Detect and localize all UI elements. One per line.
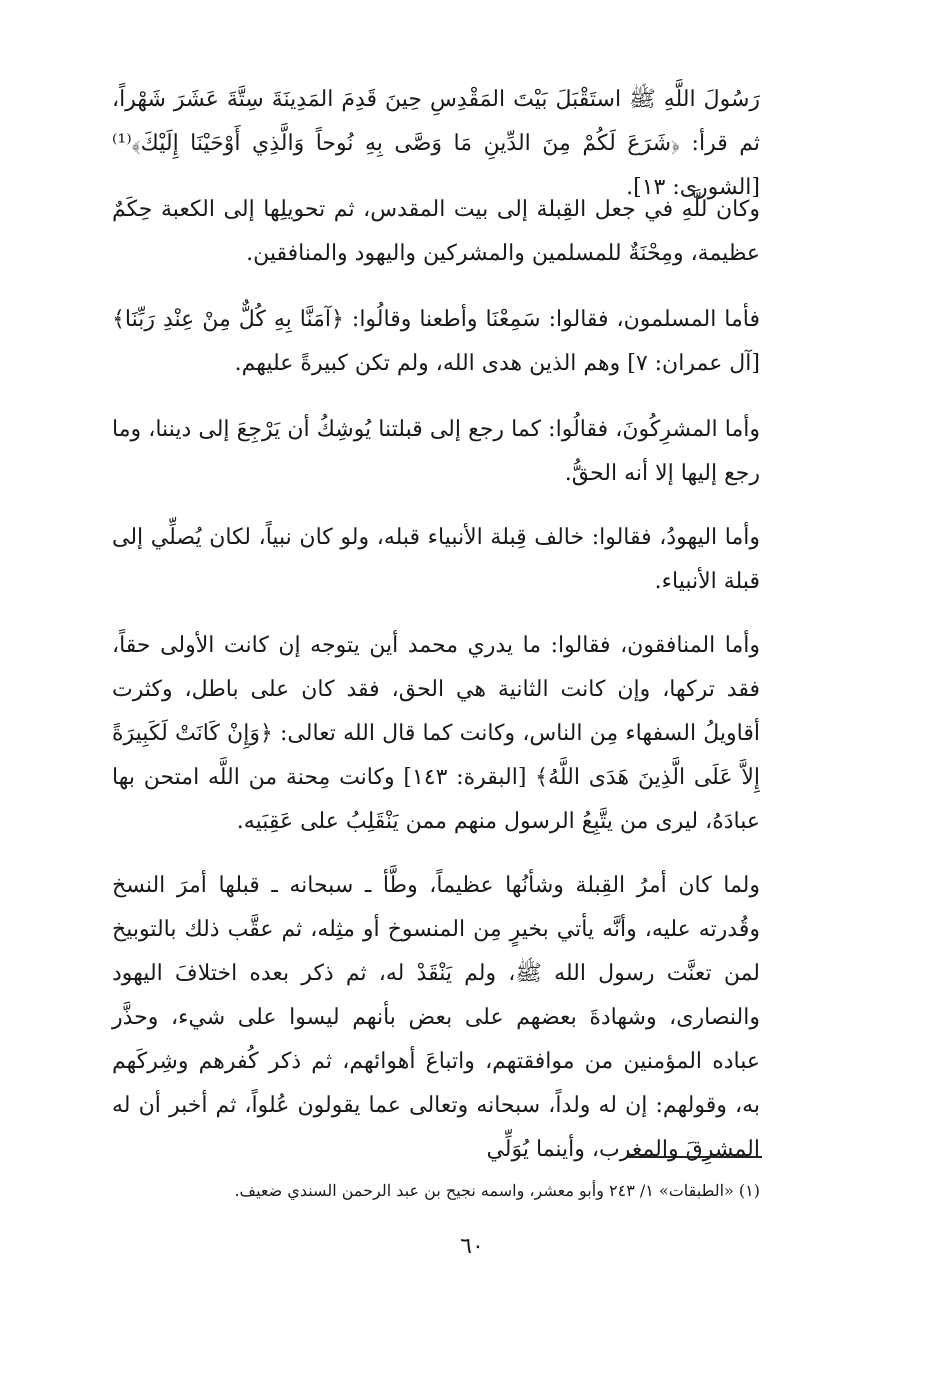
page-number: ٦٠ <box>460 1234 484 1259</box>
paragraph-text: وأما المشرِكُونَ، فقالُوا: كما رجع إلى قبلتنا يُوشِكُ أن يَرْجِعَ إلى ديننا، وما رجع إليها إلا أنه الحقُّ. <box>112 417 760 486</box>
paragraph-2 <box>112 188 760 276</box>
paragraph-5 <box>112 516 760 604</box>
paragraph-4 <box>112 408 760 496</box>
paragraph-text: رَسُولَ اللَّهِ ﷺ استَقْبَلَ بَيْتَ المَقْدِسِ حِينَ قَدِمَ المَدِينَةَ سِتَّةَ عَشَرَ شَهْراً، ثم قرأ: ﴿شَرَعَ لَكُمْ مِنَ الدِّينِ مَا وَصَّى بِهِ نُوحاً وَالَّذِي أَوْحَيْنَا إِلَيْكَ﴾⁽¹⁾ [الشورى: ١٣]. <box>112 87 760 200</box>
paragraph-6 <box>112 624 760 844</box>
paragraph-text: فأما المسلمون، فقالوا: سَمِعْنَا وأطعنا وقالُوا: ﴿آمَنَّا بِهِ كُلٌّ مِنْ عِنْدِ رَبِّنَا﴾ [آل عمران: ٧] وهم الذين هدى الله، ولم تكن كبيرةً عليهم. <box>112 307 760 376</box>
paragraph-text: ولما كان أمرُ القِبلة وشأنُها عظيماً، وطَّأ ـ سبحانه ـ قبلها أمرَ النسخ وقُدرته عليه، وأنَّه يأتي بخيرٍ مِن المنسوخ أو مثِله، ثم عقَّب ذلك بالتوبيخ لمن تعنَّت رسول الله ﷺ، ولم يَنْقَدْ له، ثم ذكر بعده اختلافَ اليهود والنصارى، وشهادةَ بعضهم على بعض بأنهم ليسوا على شيء، وحذَّر عباده المؤمنين من موافقتهم، واتباعَ أهوائهم، ثم ذكر كُفرهم وشِركَهم به، وقولهم: إن له ولداً، سبحانه وتعالى عما يقولون عُلواً، ثم أخبر أن له المشرِقَ والمغرب، وأينما يُوَلِّي <box>112 873 760 1162</box>
paragraph-text: وأما المنافقون، فقالوا: ما يدري محمد أين يتوجه إن كانت الأولى حقاً، فقد تركها، وإن كانت الثانية هي الحق، فقد كان على باطل، وكثرت أقاويلُ السفهاء مِن الناس، وكانت كما قال الله تعالى: ﴿وَإِنْ كَانَتْ لَكَبِيرَةً إِلاَّ عَلَى الَّذِينَ هَدَى اللَّهُ﴾ [البقرة: ١٤٣] وكانت مِحنة من اللَّه امتحن بها عبادَهُ، ليرى من يتَّبِعُ الرسول منهم ممن يَنْقَلِبُ على عَقِبَيه. <box>112 633 760 834</box>
footnote-separator <box>627 1156 762 1158</box>
paragraph-text: وكان للَّهِ في جعل القِبلة إلى بيت المقدس، ثم تحويلِها إلى الكعبة حِكَمٌ عظيمة، ومِحْنَةٌ للمسلمين والمشركين واليهود والمنافقين. <box>112 197 760 266</box>
paragraph-7 <box>112 864 760 1172</box>
paragraph-3 <box>112 298 760 386</box>
paragraph-text: وأما اليهودُ، فقالوا: خالف قِبلة الأنبياء قبله، ولو كان نبياً، لكان يُصلِّي إلى قبلة الأنبياء. <box>112 525 760 594</box>
footnote: (١) «الطبقات» ١/ ٢٤٣ وأبو معشر، واسمه نجيح بن عبد الرحمن السندي ضعيف. <box>234 1181 760 1200</box>
